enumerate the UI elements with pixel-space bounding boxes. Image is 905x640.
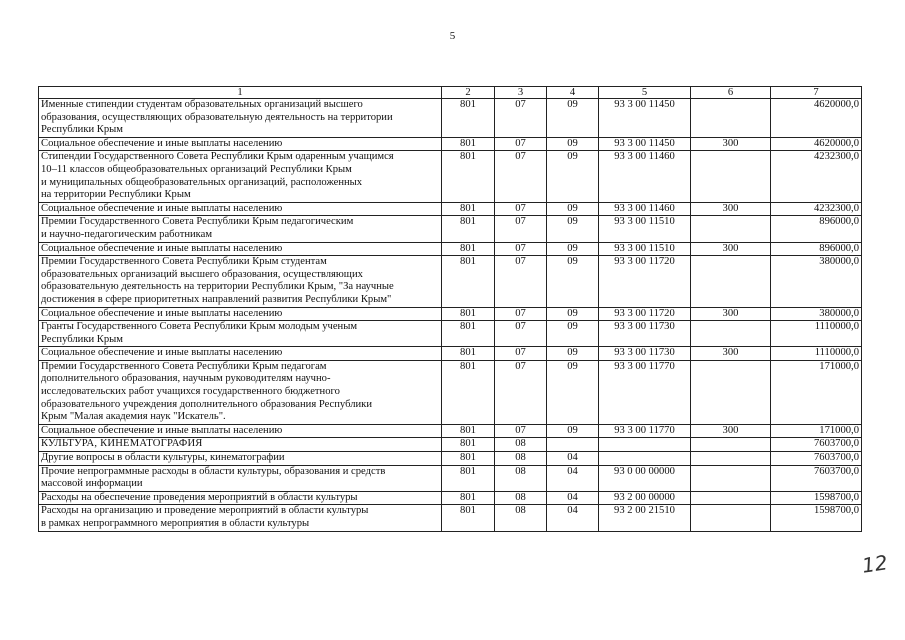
code-gr-cell: 801	[442, 424, 495, 438]
code-podrazdel-cell: 04	[547, 465, 599, 491]
amount-cell: 1110000,0	[771, 347, 862, 361]
expense-type-cell	[691, 438, 771, 452]
target-article-cell: 93 2 00 21510	[599, 505, 691, 531]
table-row	[39, 202, 862, 216]
table-row	[39, 347, 862, 361]
table-row	[39, 424, 862, 438]
table-row	[39, 242, 862, 256]
code-podrazdel-cell: 09	[547, 151, 599, 202]
expense-type-cell: 300	[691, 424, 771, 438]
code-razdel-cell: 08	[495, 452, 547, 466]
code-razdel-cell: 08	[495, 491, 547, 505]
code-razdel-cell: 07	[495, 202, 547, 216]
code-podrazdel-cell: 04	[547, 452, 599, 466]
target-article-cell: 93 0 00 00000	[599, 465, 691, 491]
code-podrazdel-cell: 09	[547, 347, 599, 361]
table-row	[39, 307, 862, 321]
code-podrazdel-cell: 09	[547, 360, 599, 424]
table-body	[39, 99, 862, 532]
code-podrazdel-cell: 09	[547, 242, 599, 256]
code-razdel-cell: 07	[495, 360, 547, 424]
code-razdel-cell: 07	[495, 321, 547, 347]
amount-cell: 896000,0	[771, 216, 862, 242]
expense-type-cell	[691, 256, 771, 307]
target-article-cell: 93 3 00 11510	[599, 242, 691, 256]
row-name-cell: Социальное обеспечение и иные выплаты населению	[39, 424, 442, 438]
code-gr-cell: 801	[442, 360, 495, 424]
amount-cell: 171000,0	[771, 424, 862, 438]
amount-cell: 4620000,0	[771, 137, 862, 151]
code-podrazdel-cell: 09	[547, 216, 599, 242]
table-row	[39, 505, 862, 531]
table-row	[39, 321, 862, 347]
code-gr-cell: 801	[442, 347, 495, 361]
code-podrazdel-cell: 09	[547, 424, 599, 438]
code-gr-cell: 801	[442, 505, 495, 531]
target-article-cell	[599, 452, 691, 466]
code-razdel-cell: 07	[495, 307, 547, 321]
column-header: 1	[39, 87, 442, 99]
row-name-cell: Социальное обеспечение и иные выплаты населению	[39, 347, 442, 361]
column-header: 4	[547, 87, 599, 99]
code-gr-cell: 801	[442, 438, 495, 452]
code-razdel-cell: 07	[495, 347, 547, 361]
code-razdel-cell: 07	[495, 242, 547, 256]
row-name-cell: Премии Государственного Совета Республики Крым педагогам дополнительного образования, научным руководителям научно- исследовательских работ учащихся государственного бюджетного образовательного учреждения дополнительного образования Республики Крым "Малая академия наук "Искатель".	[39, 360, 442, 424]
table-row	[39, 151, 862, 202]
code-razdel-cell: 07	[495, 151, 547, 202]
code-gr-cell: 801	[442, 491, 495, 505]
expense-type-cell	[691, 216, 771, 242]
page-number: 5	[449, 30, 456, 42]
expense-type-cell: 300	[691, 137, 771, 151]
row-name-cell: Социальное обеспечение и иные выплаты населению	[39, 242, 442, 256]
code-gr-cell: 801	[442, 256, 495, 307]
budget-table	[38, 86, 862, 532]
column-header: 2	[442, 87, 495, 99]
code-podrazdel-cell: 09	[547, 202, 599, 216]
row-name-cell: Социальное обеспечение и иные выплаты населению	[39, 137, 442, 151]
target-article-cell: 93 3 00 11770	[599, 424, 691, 438]
row-name-cell: Расходы на обеспечение проведения мероприятий в области культуры	[39, 491, 442, 505]
code-podrazdel-cell: 09	[547, 307, 599, 321]
row-name-cell: Премии Государственного Совета Республики Крым студентам образовательных организаций высшего образования, осуществляющих образовательную деятельность на территории Республики Крым, "За научные достижения в сфере приоритетных направлений развития Республики Крым"	[39, 256, 442, 307]
row-name-cell: Социальное обеспечение и иные выплаты населению	[39, 307, 442, 321]
table-row	[39, 256, 862, 307]
code-podrazdel-cell: 09	[547, 256, 599, 307]
column-header: 3	[495, 87, 547, 99]
row-name-cell: Расходы на организацию и проведение мероприятий в области культуры в рамках непрограммного мероприятия в области культуры	[39, 505, 442, 531]
code-podrazdel-cell: 04	[547, 505, 599, 531]
expense-type-cell: 300	[691, 307, 771, 321]
table-row	[39, 452, 862, 466]
code-razdel-cell: 07	[495, 424, 547, 438]
table-row	[39, 438, 862, 452]
amount-cell: 1110000,0	[771, 321, 862, 347]
code-gr-cell: 801	[442, 465, 495, 491]
target-article-cell: 93 2 00 00000	[599, 491, 691, 505]
amount-cell: 7603700,0	[771, 452, 862, 466]
target-article-cell: 93 3 00 11720	[599, 307, 691, 321]
target-article-cell	[599, 438, 691, 452]
code-gr-cell: 801	[442, 151, 495, 202]
expense-type-cell	[691, 151, 771, 202]
code-podrazdel-cell: 09	[547, 99, 599, 138]
code-gr-cell: 801	[442, 452, 495, 466]
code-razdel-cell: 08	[495, 438, 547, 452]
code-podrazdel-cell: 09	[547, 137, 599, 151]
amount-cell: 7603700,0	[771, 465, 862, 491]
code-gr-cell: 801	[442, 242, 495, 256]
code-podrazdel-cell	[547, 438, 599, 452]
table-row	[39, 216, 862, 242]
table-row	[39, 491, 862, 505]
code-razdel-cell: 08	[495, 505, 547, 531]
amount-cell: 896000,0	[771, 242, 862, 256]
target-article-cell: 93 3 00 11450	[599, 99, 691, 138]
code-podrazdel-cell: 09	[547, 321, 599, 347]
column-header: 7	[771, 87, 862, 99]
amount-cell: 7603700,0	[771, 438, 862, 452]
target-article-cell: 93 3 00 11770	[599, 360, 691, 424]
code-podrazdel-cell: 04	[547, 491, 599, 505]
row-name-cell: Премии Государственного Совета Республики Крым педагогическим и научно-педагогическим работникам	[39, 216, 442, 242]
row-name-cell: Именные стипендии студентам образовательных организаций высшего образования, осуществляющих образовательную деятельность на территории Республики Крым	[39, 99, 442, 138]
table-row	[39, 465, 862, 491]
code-gr-cell: 801	[442, 137, 495, 151]
row-name-cell: Стипендии Государственного Совета Республики Крым одаренным учащимся 10–11 классов общеобразовательных организаций Республики Крым и муниципальных общеобразовательных организаций, расположенных на территории Республики Крым	[39, 151, 442, 202]
code-razdel-cell: 07	[495, 137, 547, 151]
expense-type-cell	[691, 99, 771, 138]
target-article-cell: 93 3 00 11460	[599, 202, 691, 216]
row-name-cell: Другие вопросы в области культуры, кинематографии	[39, 452, 442, 466]
table-header-row	[39, 87, 862, 99]
amount-cell: 1598700,0	[771, 491, 862, 505]
code-gr-cell: 801	[442, 307, 495, 321]
table-row	[39, 99, 862, 138]
target-article-cell: 93 3 00 11730	[599, 347, 691, 361]
amount-cell: 380000,0	[771, 307, 862, 321]
code-gr-cell: 801	[442, 216, 495, 242]
expense-type-cell	[691, 505, 771, 531]
expense-type-cell	[691, 465, 771, 491]
handwritten-page-mark: 12	[860, 550, 889, 578]
target-article-cell: 93 3 00 11460	[599, 151, 691, 202]
expense-type-cell	[691, 452, 771, 466]
amount-cell: 380000,0	[771, 256, 862, 307]
row-name-cell: Гранты Государственного Совета Республики Крым молодым ученым Республики Крым	[39, 321, 442, 347]
code-gr-cell: 801	[442, 321, 495, 347]
table-row	[39, 137, 862, 151]
code-gr-cell: 801	[442, 202, 495, 216]
code-razdel-cell: 07	[495, 216, 547, 242]
table-row	[39, 360, 862, 424]
expense-type-cell: 300	[691, 347, 771, 361]
target-article-cell: 93 3 00 11510	[599, 216, 691, 242]
amount-cell: 171000,0	[771, 360, 862, 424]
amount-cell: 4232300,0	[771, 202, 862, 216]
code-gr-cell: 801	[442, 99, 495, 138]
amount-cell: 1598700,0	[771, 505, 862, 531]
code-razdel-cell: 07	[495, 256, 547, 307]
row-name-cell: КУЛЬТУРА, КИНЕМАТОГРАФИЯ	[39, 438, 442, 452]
amount-cell: 4620000,0	[771, 99, 862, 138]
expense-type-cell	[691, 360, 771, 424]
code-razdel-cell: 08	[495, 465, 547, 491]
expense-type-cell	[691, 491, 771, 505]
row-name-cell: Прочие непрограммные расходы в области культуры, образования и средств массовой информации	[39, 465, 442, 491]
code-razdel-cell: 07	[495, 99, 547, 138]
target-article-cell: 93 3 00 11450	[599, 137, 691, 151]
target-article-cell: 93 3 00 11730	[599, 321, 691, 347]
row-name-cell: Социальное обеспечение и иные выплаты населению	[39, 202, 442, 216]
column-header: 6	[691, 87, 771, 99]
amount-cell: 4232300,0	[771, 151, 862, 202]
target-article-cell: 93 3 00 11720	[599, 256, 691, 307]
expense-type-cell	[691, 321, 771, 347]
column-header: 5	[599, 87, 691, 99]
expense-type-cell: 300	[691, 202, 771, 216]
expense-type-cell: 300	[691, 242, 771, 256]
